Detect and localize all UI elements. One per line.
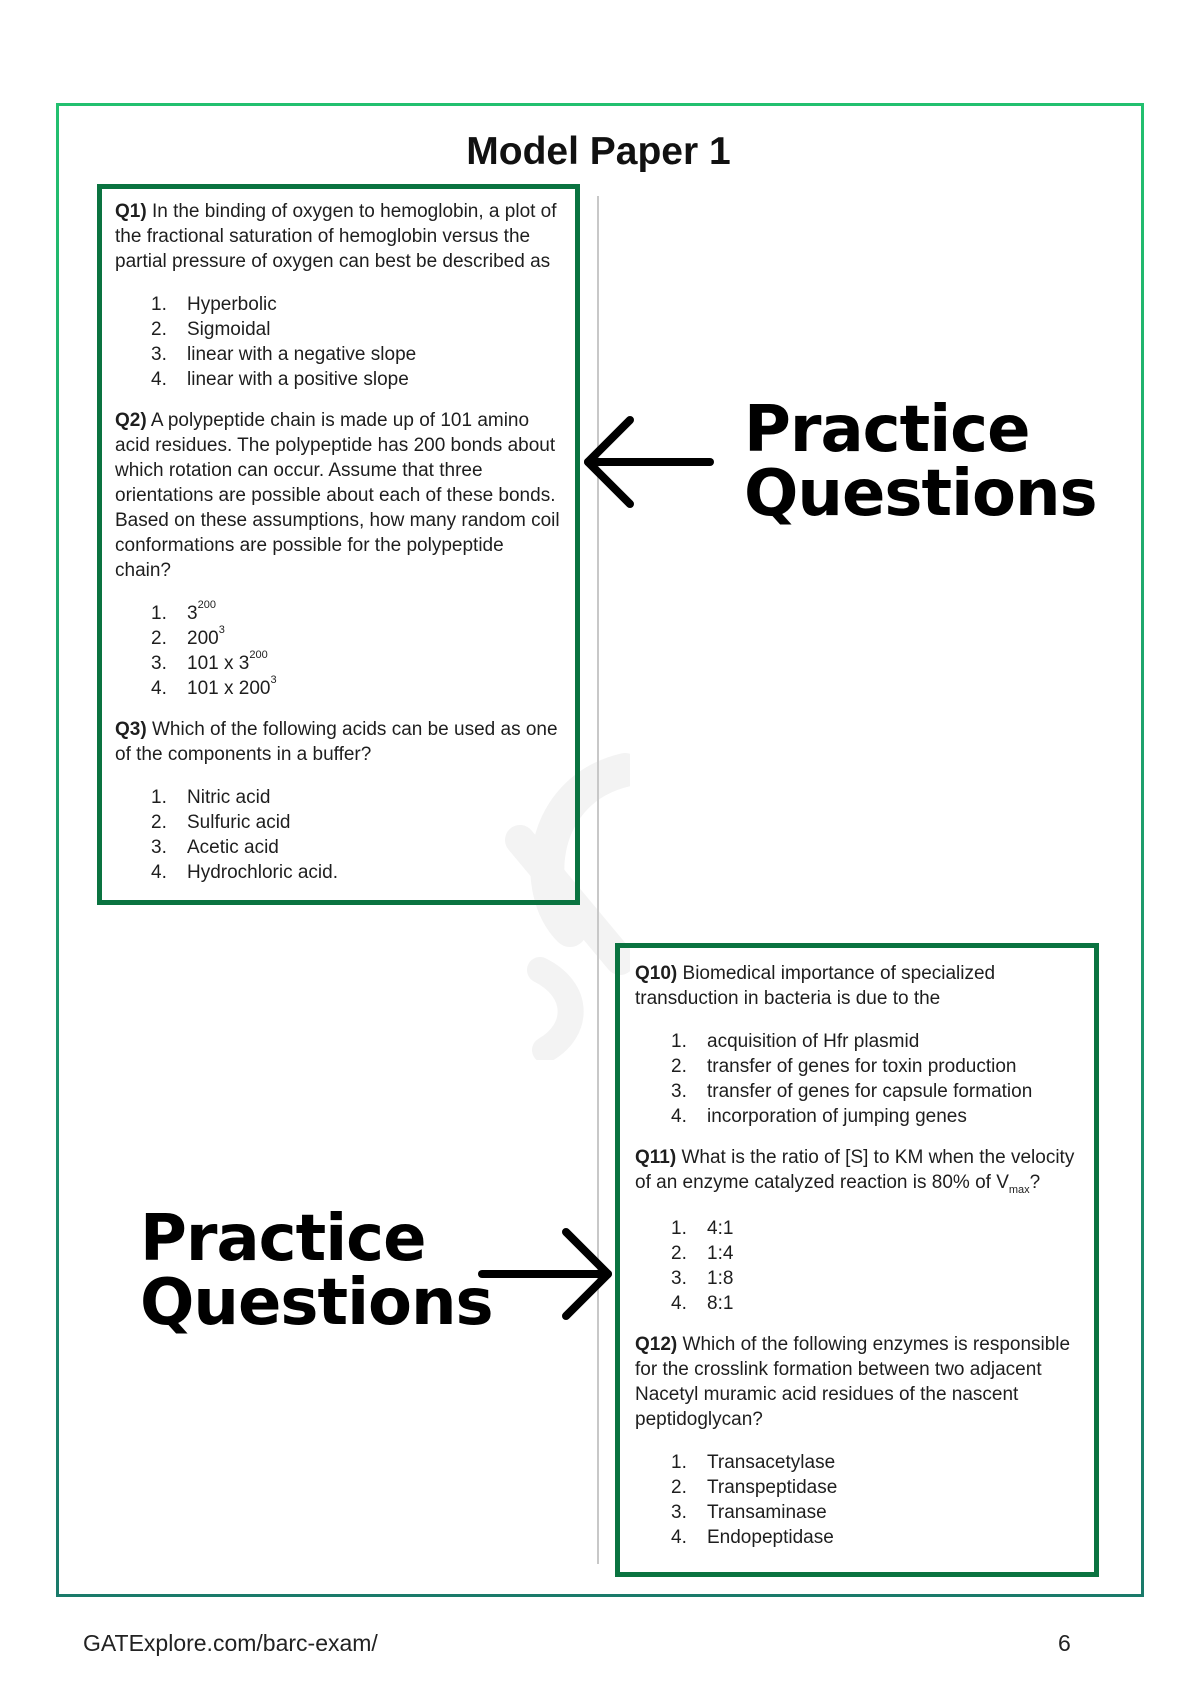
option-number: 2.: [151, 628, 167, 649]
option-item: [671, 1291, 1082, 1316]
option-text: 1:4: [707, 1243, 734, 1264]
option-number: 1.: [671, 1452, 687, 1473]
option-number: 2.: [671, 1056, 687, 1077]
option-item: [151, 626, 563, 651]
option-text: linear with a positive slope: [187, 369, 409, 390]
option-exponent: 200: [249, 649, 268, 661]
option-base: 3: [187, 603, 198, 624]
question-q2: [115, 408, 563, 701]
options-list: [151, 292, 563, 392]
question-box-left: [97, 184, 580, 905]
option-item: [151, 835, 563, 860]
option-item: [671, 1104, 1082, 1129]
option-text: incorporation of jumping genes: [707, 1106, 967, 1127]
option-number: 4.: [151, 369, 167, 390]
question-label: Q1): [115, 201, 147, 222]
question-body: Which of the following acids can be used as one of the components in a buffer?: [115, 719, 558, 765]
footer-url-link[interactable]: GATExplore.com/barc-exam/: [83, 1630, 378, 1656]
option-text: acquisition of Hfr plasmid: [707, 1031, 920, 1052]
option-text: Sigmoidal: [187, 319, 271, 340]
question-q11: [635, 1145, 1082, 1316]
option-number: 3.: [671, 1502, 687, 1523]
option-item: [151, 292, 563, 317]
option-exponent: 200: [197, 599, 216, 611]
option-text: Hyperbolic: [187, 294, 277, 315]
option-number: 2.: [151, 319, 167, 340]
option-exponent: 3: [218, 624, 225, 636]
practice-questions-callout-top: [744, 393, 1097, 531]
option-item: [671, 1525, 1082, 1550]
arrow-right-icon: [476, 1222, 616, 1322]
option-item: [671, 1450, 1082, 1475]
option-base: 101 x 3: [187, 653, 250, 674]
option-item: [151, 676, 563, 701]
practice-questions-callout-bottom: [140, 1202, 493, 1340]
option-text: 4:1: [707, 1218, 734, 1239]
callout-line1: Practice: [744, 393, 1030, 467]
question-text: [635, 1332, 1082, 1432]
option-item: [671, 1054, 1082, 1079]
page-title: Model Paper 1: [466, 130, 731, 173]
option-number: 4.: [671, 1106, 687, 1127]
question-body: In the binding of oxygen to hemoglobin, a plot of the fractional saturation of hemoglobin versus the partial pressure of oxygen can best be described as: [115, 201, 557, 272]
question-label: Q3): [115, 719, 147, 740]
option-number: 1.: [151, 787, 167, 808]
question-text: [635, 1145, 1082, 1198]
options-list: [151, 601, 563, 701]
question-q12: [635, 1332, 1082, 1550]
option-item: [151, 810, 563, 835]
option-item: [671, 1475, 1082, 1500]
option-text: Sulfuric acid: [187, 812, 291, 833]
option-number: 4.: [151, 678, 167, 699]
question-label: Q12): [635, 1334, 678, 1355]
option-number: 1.: [671, 1218, 687, 1239]
option-number: 3.: [671, 1268, 687, 1289]
column-divider: [597, 196, 599, 1564]
option-text: Hydrochloric acid.: [187, 862, 338, 883]
option-item: [671, 1029, 1082, 1054]
question-label: Q10): [635, 963, 678, 984]
option-item: [151, 342, 563, 367]
question-text: [115, 199, 563, 274]
option-text: transfer of genes for capsule formation: [707, 1081, 1033, 1102]
option-item: [151, 317, 563, 342]
option-number: 4.: [151, 862, 167, 883]
question-body: A polypeptide chain is made up of 101 amino acid residues. The polypeptide has 200 bonds about which rotation can occur. Assume that three orientations are possible about each of these bonds. Based on these assumptions, how many random coil conformations are possible for the polypeptide chain?: [115, 410, 560, 581]
option-number: 2.: [671, 1477, 687, 1498]
option-text: Acetic acid: [187, 837, 279, 858]
options-list: [671, 1450, 1082, 1550]
option-item: [151, 785, 563, 810]
option-number: 4.: [671, 1293, 687, 1314]
question-label: Q11): [635, 1147, 677, 1168]
option-number: 1.: [151, 603, 167, 624]
options-list: [151, 785, 563, 885]
question-body: What is the ratio of [S] to KM when the velocity of an enzyme catalyzed reaction is 80% of V: [635, 1147, 1075, 1193]
option-item: [151, 601, 563, 626]
option-text: Endopeptidase: [707, 1527, 834, 1548]
option-number: 3.: [151, 837, 167, 858]
callout-line2: Questions: [744, 457, 1097, 531]
options-list: [671, 1216, 1082, 1316]
option-item: [671, 1241, 1082, 1266]
option-item: [671, 1079, 1082, 1104]
option-item: [671, 1500, 1082, 1525]
question-text: [635, 961, 1082, 1011]
question-body: Biomedical importance of specialized transduction in bacteria is due to the: [635, 963, 996, 1009]
option-number: 1.: [671, 1031, 687, 1052]
option-base: 200: [187, 628, 219, 649]
option-exponent: 3: [270, 674, 277, 686]
option-number: 2.: [671, 1243, 687, 1264]
question-end: ?: [1029, 1172, 1041, 1193]
question-q1: [115, 199, 563, 392]
option-number: 3.: [151, 344, 167, 365]
subscript-max: max: [1008, 1184, 1030, 1196]
option-item: [671, 1266, 1082, 1291]
option-number: 4.: [671, 1527, 687, 1548]
option-item: [151, 860, 563, 885]
option-text: Nitric acid: [187, 787, 271, 808]
option-text: 1:8: [707, 1268, 734, 1289]
question-q10: [635, 961, 1082, 1129]
callout-line1: Practice: [140, 1202, 426, 1276]
option-item: [671, 1216, 1082, 1241]
option-text: Transpeptidase: [707, 1477, 838, 1498]
question-label: Q2): [115, 410, 147, 431]
option-number: 1.: [151, 294, 167, 315]
options-list: [671, 1029, 1082, 1129]
option-number: 3.: [671, 1081, 687, 1102]
question-q3: [115, 717, 563, 885]
option-item: [151, 367, 563, 392]
question-body: Which of the following enzymes is responsible for the crosslink formation between two adjacent Nacetyl muramic acid residues of the nascent peptidoglycan?: [635, 1334, 1071, 1430]
option-text: Transacetylase: [707, 1452, 836, 1473]
option-text: 8:1: [707, 1293, 734, 1314]
option-item: [151, 651, 563, 676]
question-text: [115, 408, 563, 583]
option-text: linear with a negative slope: [187, 344, 417, 365]
option-number: 2.: [151, 812, 167, 833]
option-text: transfer of genes for toxin production: [707, 1056, 1017, 1077]
option-base: 101 x 200: [187, 678, 271, 699]
option-text: Transaminase: [707, 1502, 827, 1523]
question-box-right: [615, 943, 1099, 1577]
callout-line2: Questions: [140, 1266, 493, 1340]
arrow-left-icon: [580, 414, 720, 514]
page-number: 6: [1058, 1630, 1071, 1656]
question-text: [115, 717, 563, 767]
option-number: 3.: [151, 653, 167, 674]
